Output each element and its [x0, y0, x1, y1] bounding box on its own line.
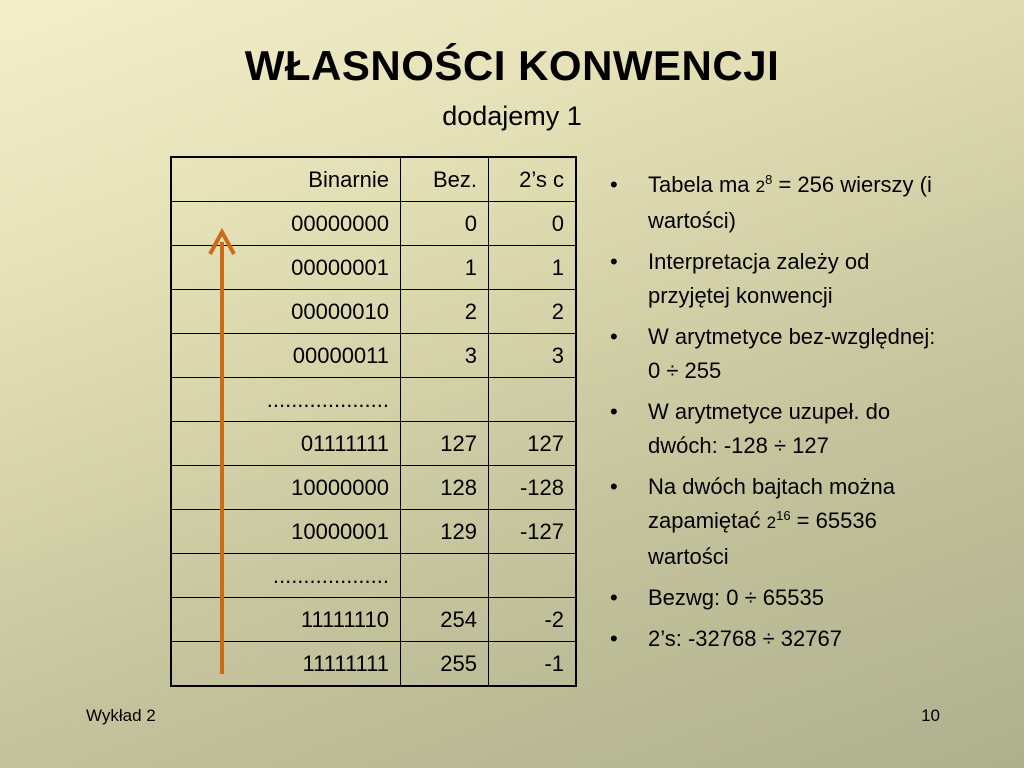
binary-cell: 10000000: [171, 466, 401, 510]
twos-cell: 3: [489, 334, 577, 378]
bullet-marker: •: [610, 626, 618, 651]
bullet-item: [608, 245, 938, 313]
unsigned-cell: 128: [401, 466, 489, 510]
twos-cell: -128: [489, 466, 577, 510]
binary-cell: 00000011: [171, 334, 401, 378]
bullet-marker: •: [610, 585, 618, 610]
bullet-marker: •: [610, 172, 618, 197]
bullet-text: Na dwóch bajtach można zapamiętać: [648, 474, 896, 533]
binary-cell: ....................: [171, 378, 401, 422]
binary-cell: 00000000: [171, 202, 401, 246]
bullet-text: W arytmetyce bez-względnej: 0 ÷ 255: [648, 324, 936, 383]
twos-cell: 0: [489, 202, 577, 246]
bullet-marker: •: [610, 474, 618, 499]
power-exponent: 8: [765, 172, 773, 187]
bullet-text-continued: = 65536 wartości: [648, 508, 877, 569]
power-base: 2: [766, 513, 777, 532]
page-number: 10: [921, 706, 940, 725]
unsigned-cell: 255: [401, 642, 489, 687]
bullet-text: Tabela ma: [648, 172, 756, 197]
slide-title: WŁASNOŚCI KONWENCJI: [244, 42, 780, 89]
twos-cell: [489, 378, 577, 422]
header-twos-complement: 2’s c: [489, 157, 577, 202]
header-unsigned: Bez.: [401, 157, 489, 202]
twos-cell: [489, 554, 577, 598]
unsigned-cell: 1: [401, 246, 489, 290]
bullet-item: [608, 395, 938, 463]
bullet-marker: •: [610, 399, 618, 424]
unsigned-cell: 127: [401, 422, 489, 466]
unsigned-cell: [401, 378, 489, 422]
bullet-text: W arytmetyce uzupeł. do dwóch: -128 ÷ 127: [648, 399, 891, 458]
footer-lecture-label: Wykład 2: [86, 706, 156, 725]
bullet-item: [608, 168, 938, 238]
twos-cell: 1: [489, 246, 577, 290]
twos-cell: -2: [489, 598, 577, 642]
binary-cell: 01111111: [171, 422, 401, 466]
bullet-marker: •: [610, 324, 618, 349]
bullet-text: 2’s: -32768 ÷ 32767: [648, 626, 842, 651]
bullet-item: [608, 470, 938, 574]
bullet-text: Bezwg: 0 ÷ 65535: [648, 585, 824, 610]
slide-subtitle: dodajemy 1: [442, 101, 582, 131]
unsigned-cell: 3: [401, 334, 489, 378]
binary-cell: 00000001: [171, 246, 401, 290]
binary-cell: 10000001: [171, 510, 401, 554]
unsigned-cell: 0: [401, 202, 489, 246]
bullet-item: [608, 581, 938, 615]
power-base: 2: [755, 177, 766, 196]
binary-cell: 11111111: [171, 642, 401, 687]
unsigned-cell: 254: [401, 598, 489, 642]
twos-cell: 2: [489, 290, 577, 334]
bullet-text-continued: = 256 wierszy (i wartości): [648, 172, 932, 233]
twos-cell: -127: [489, 510, 577, 554]
binary-cell: 11111110: [171, 598, 401, 642]
up-arrow-icon: [204, 228, 244, 678]
unsigned-cell: 129: [401, 510, 489, 554]
unsigned-cell: 2: [401, 290, 489, 334]
twos-cell: 127: [489, 422, 577, 466]
binary-cell: ...................: [171, 554, 401, 598]
unsigned-cell: [401, 554, 489, 598]
binary-cell: 00000010: [171, 290, 401, 334]
bullet-list: [608, 168, 938, 663]
bullet-item: [608, 320, 938, 388]
header-binary: Binarnie: [171, 157, 401, 202]
twos-cell: -1: [489, 642, 577, 687]
bullet-text: Interpretacja zależy od przyjętej konwencji: [648, 249, 870, 308]
table-header-row: [171, 157, 576, 202]
bullet-marker: •: [610, 249, 618, 274]
power-exponent: 16: [776, 508, 791, 523]
bullet-item: [608, 622, 938, 656]
